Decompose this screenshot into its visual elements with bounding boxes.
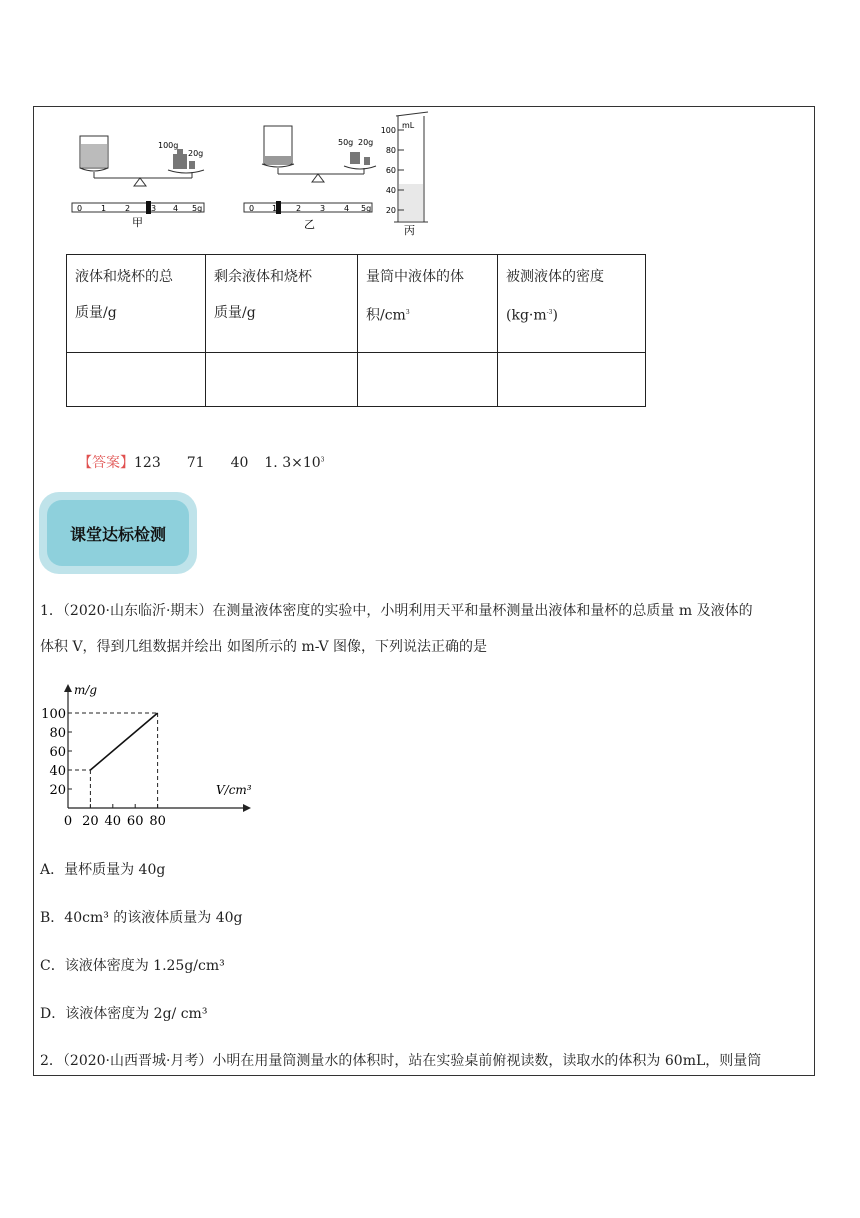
balance-jia (72, 136, 204, 214)
ruler-tick: 1 (101, 204, 107, 213)
ruler-tick: 5g (192, 204, 203, 213)
table-header-cell: 被测液体的密度 $(kg\cdot m^{-3})$ (498, 255, 646, 353)
table-header-cell: 剩余液体和烧杯 质量/g (206, 255, 358, 353)
weight-label: 100g (158, 141, 179, 150)
ruler-tick: 3 (151, 204, 157, 213)
y-tick-label: 20 (49, 783, 66, 798)
table-header-cell: 液体和烧杯的总 质量/g (67, 255, 206, 353)
caption-jia: 甲 (132, 216, 143, 229)
option-d: D．该液体密度为 2g/ cm³ (40, 1006, 208, 1022)
y-tick-label: 100 (41, 707, 66, 722)
x-tick-label: 0 (63, 814, 73, 829)
page-frame (33, 106, 815, 1076)
answer-tag: 【答案】 (78, 455, 134, 471)
y-axis-arrow (64, 684, 72, 692)
table-header-cell: 量筒中液体的体 积$/cm^3$ (358, 255, 498, 353)
ruler-tick: 2 (125, 204, 131, 213)
x-axis-label: V/cm³ (216, 783, 252, 797)
ruler-tick: 2 (296, 204, 302, 213)
caption-yi: 乙 (304, 218, 315, 231)
option-c: C．该液体密度为 1.25g/cm³ (40, 958, 225, 974)
question-1-line-1: 1．（2020·山东临沂·期末）在测量液体密度的实验中，小明利用天平和量杯测量出液体和量杯的总质量 m 及液体的 (40, 603, 753, 619)
option-b: B．40cm³ 的该液体质量为 40g (40, 910, 243, 926)
x-tick-label: 40 (104, 814, 122, 829)
y-tick-label: 80 (49, 726, 66, 741)
cylinder-tick: 40 (385, 186, 396, 195)
weight-label: 50g (338, 138, 354, 147)
x-tick-label: 20 (82, 814, 99, 829)
answer-line: 【答案】123 71 40 1. $3\times 10^3$ (78, 455, 325, 471)
ruler-tick: 5g (361, 204, 372, 213)
section-badge (39, 492, 197, 574)
cylinder-tick: 100 (380, 126, 396, 135)
caption-bing: 丙 (404, 224, 415, 236)
ruler-tick: 0 (77, 204, 83, 213)
balance-yi (244, 126, 376, 214)
y-tick-label: 60 (49, 745, 66, 760)
mv-graph (40, 676, 280, 836)
section-title: 课堂达标检测 (47, 500, 189, 566)
cylinder-tick: 20 (385, 206, 396, 215)
series-line (90, 713, 157, 770)
ruler-tick: 1 (272, 204, 278, 213)
option-a: A．量杯质量为 40g (40, 862, 166, 878)
measurement-table (66, 254, 646, 407)
ruler-tick: 4 (344, 204, 350, 213)
cylinder-tick: 60 (385, 166, 396, 175)
x-tick-label: 60 (126, 814, 144, 829)
table-cell (67, 353, 206, 407)
table-cell (206, 353, 358, 407)
weight-label: 20g (358, 138, 374, 147)
cylinder-tick: 80 (385, 146, 396, 155)
y-axis-label: m/g (74, 683, 98, 697)
table-cell (498, 353, 646, 407)
ruler-tick: 4 (173, 204, 179, 213)
x-tick-label: 80 (149, 814, 166, 829)
question-1-line-2: 体积 V，得到几组数据并绘出 如图所示的 m-V 图像，下列说法正确的是 (40, 639, 488, 655)
weight-label: 20g (188, 149, 204, 158)
experiment-figure (68, 108, 458, 236)
y-tick-label: 40 (49, 764, 66, 779)
x-axis-arrow (243, 804, 251, 812)
cylinder-unit: mL (402, 121, 415, 130)
table-cell (358, 353, 498, 407)
ruler-tick: 0 (249, 204, 255, 213)
question-2-line-1: 2．（2020·山西晋城·月考）小明在用量筒测量水的体积时，站在实验桌前俯视读数，读取水的体积为 60mL，则量筒 (40, 1053, 762, 1069)
ruler-tick: 3 (320, 204, 326, 213)
